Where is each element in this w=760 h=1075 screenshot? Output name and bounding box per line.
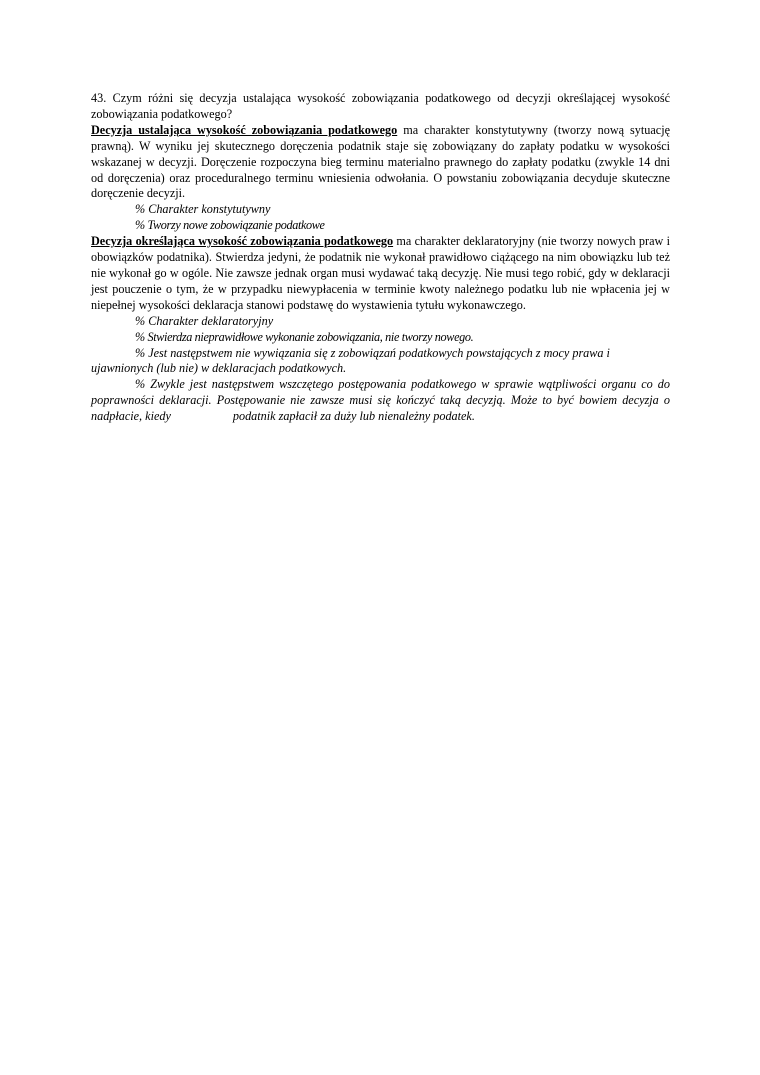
note-proceedings-tail: podatnik zapłacił za duży lub nienależny podatek. bbox=[232, 409, 475, 424]
bullet-constitutive-character: % Charakter konstytutywny bbox=[135, 202, 271, 217]
bullet-states-improper-performance: % Stwierdza nieprawidłowe wykonanie zobowiązania, nie tworzy nowego. bbox=[135, 329, 474, 344]
section-constitutive-heading: Decyzja ustalająca wysokość zobowiązania podatkowego bbox=[91, 122, 398, 137]
bullet-declaratory-character: % Charakter deklaratoryjny bbox=[135, 313, 274, 328]
section-declaratory-text: ma charakter deklaratoryjny (nie tworzy nowych praw i obowiązków podatnika). Stwierdza jedyni, że podatnik nie wykonał prawidłowo ciążącego na nim obowiązku lub też nie wykonał go w ogóle. Nie zawsze jednak organ musi wydawać taką decyzję. Nie musi tego robić, gdy w deklaracji jest pouczenie o tym, że w przypadku niewypłacenia w terminie kwoty należnego podatku lub nie wpłacenia jej w niepełnej wysokości deklaracja stanowi podstawę do wystawienia tytułu wykonawczego. bbox=[91, 234, 670, 312]
section-constitutive-paragraph bbox=[91, 123, 670, 203]
note-consequence-line2: ujawnionych (lub nie) w deklaracjach podatkowych. bbox=[91, 361, 347, 376]
note-proceedings-text: % Zwykle jest następstwem wszczętego postępowania podatkowego w sprawie wątpliwości organu co do poprawności deklaracji. Postępowanie nie zawsze musi się kończyć taką decyzją. Może to być bowiem decyzja o nadpłacie, kiedy bbox=[91, 377, 670, 424]
question-text: 43. Czym różni się decyzja ustalająca wysokość zobowiązania podatkowego od decyzji określającej wysokość zobowiązania podatkowego? bbox=[91, 91, 670, 121]
bullet-creates-obligation: % Tworzy nowe zobowiązanie podatkowe bbox=[135, 218, 325, 233]
section-declaratory-paragraph bbox=[91, 234, 670, 314]
note-proceedings bbox=[91, 377, 670, 425]
section-declaratory-heading: Decyzja określająca wysokość zobowiązania podatkowego bbox=[91, 234, 394, 249]
document-body bbox=[91, 91, 670, 425]
note-consequence-line1: % Jest następstwem nie wywiązania się z zobowiązań podatkowych powstających z mocy prawa i bbox=[135, 345, 610, 360]
section-constitutive-text: ma charakter konstytutywny (tworzy nową sytuację prawną). W wyniku jej skutecznego doręczenia podatnik staje się zobowiązany do zapłaty podatku w wysokości wskazanej w decyzji. Doręczenie rozpoczyna bieg terminu materialno prawnego do zapłaty podatku (zwykle 14 dni od doręczenia) oraz proceduralnego terminu wniesienia odwołania. O powstaniu zobowiązania decyduje skuteczne doręczenie decyzji. bbox=[91, 122, 670, 201]
